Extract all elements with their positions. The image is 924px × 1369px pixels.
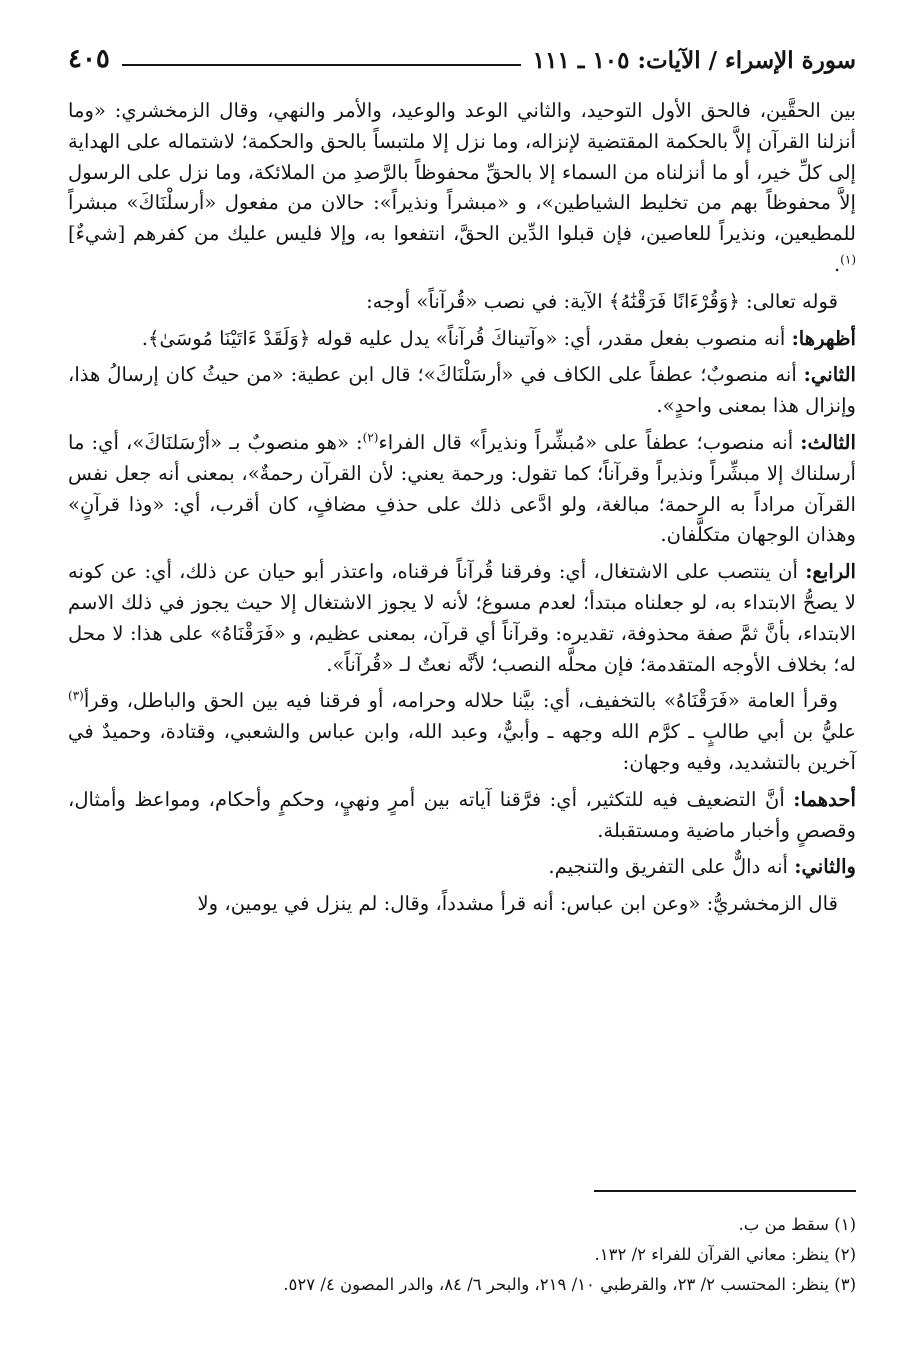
footnote: (١) سقط من ب. xyxy=(738,1215,856,1234)
book-page xyxy=(68,30,856,1340)
page-number: ٤٠٥ xyxy=(68,44,110,74)
footnote-ref: (٢) xyxy=(362,430,379,445)
paragraph: أحدهما: أنَّ التضعيف فيه للتكثير، أي: فرَّقنا آياته بين أمرٍ ونهيٍ، وحكمٍ وأحكام، ومواعظ وأمثال، وقصصٍ وأخبار ماضية ومستقبلة. xyxy=(68,787,856,842)
page-header xyxy=(68,30,856,74)
footnote: (٢) ينظر: معاني القرآن للفراء ٢/ ١٣٢. xyxy=(594,1245,856,1264)
paragraph: قوله تعالى: ﴿وَقُرْءَانًا فَرَقْنَٰهُ﴾ الآية: في نصب «قُرآناً» أوجه: xyxy=(366,289,838,313)
paragraph: الرابع: أن ينتصب على الاشتغال، أي: وفرقنا قُرآناً فرقناه، واعتذر أبو حيان عن ذلك، أي: عن كونه لا يصحُّ الابتداء به، لو جعلناه مبتدأ؛ لعدم مسوغ؛ لأنه لا يجوز الاشتغال إلا حيث يجوز في ذلك الاسم الابتداء، بأنَّ ثمَّ صفة محذوفة، تقديره: وقرآناً أي قرآن، بمعنى عظيم، و «فَرَقْنَاهُ» على هذا: لا محل له؛ بخلاف الأوجه المتقدمة؛ فإن محلَّه النصب؛ لأنَّه نعتٌ لـ «قُرآناً». xyxy=(68,560,856,676)
paragraph: والثاني: أنه دالٌّ على التفريق والتنجيم. xyxy=(548,855,856,879)
paragraph-lead: أظهرها: xyxy=(791,326,856,350)
paragraph-lead: الثالث: xyxy=(800,430,856,454)
header-rule xyxy=(122,64,521,66)
paragraph-lead: الثاني: xyxy=(803,363,856,387)
paragraph: الثاني: أنه منصوبٌ؛ عطفاً على الكاف في «أرسَلْنَاكَ»؛ قال ابن عطية: «من حيثُ كان إرسالُ هذا، وإنزال هذا بمعنى واحدٍ». xyxy=(68,363,856,418)
main-text xyxy=(68,96,856,920)
paragraph: الثالث: أنه منصوب؛ عطفاً على «مُبشِّراً ونذيراً» قال الفراء$^{(٢)}$: «هو منصوبٌ بـ «أرْسَلنَاكَ»، أي: ما أرسلناك إلا مبشِّراً ونذيراً وقرآناً؛ كما تقول: ورحمة يعني: لأن القرآن رحمةٌ»، بمعنى أنه جعل نفس القرآن مراداً به الرحمة؛ مبالغة، ولو ادَّعى ذلك على حذفِ مضافٍ، كان أقرب، أي: «وذا قرآنٍ» وهذان الوجهان متكلَّفان. xyxy=(68,430,856,547)
paragraph-lead: الرابع: xyxy=(805,560,856,584)
paragraph: وقرأ العامة «فَرَقْنَاهُ» بالتخفيف، أي: بيَّنا حلاله وحرامه، أو فرقنا فيه بين الحق والباطل، وقرأ$^{(٣)}$ عليُّ بن أبي طالبٍ ـ كرَّم الله وجهه ـ وأبيٌّ، وعبد الله، وابن عباس والشعبي، وقتادة، وحميدٌ في آخرين بالتشديد، وفيه وجهان: xyxy=(68,688,856,774)
paragraph: قال الزمخشريُّ: «وعن ابن عباس: أنه قرأ مشدداً، وقال: لم ينزل في يومين، ولا xyxy=(197,892,838,916)
footnotes xyxy=(68,1190,856,1300)
paragraph-lead: أحدهما: xyxy=(793,787,856,811)
paragraph: أظهرها: أنه منصوب بفعل مقدر، أي: «وآتيناكَ قُرآناً» يدل عليه قوله ﴿وَلَقَدْ ءَاتَيْنَا مُوسَىٰ﴾. xyxy=(141,326,856,350)
footnote-ref: (٣) xyxy=(68,688,84,703)
footnote: (٣) ينظر: المحتسب ٢/ ٢٣، والقرطبي ١٠/ ٢١٩، والبحر ٦/ ٨٤، والدر المصون ٤/ ٥٢٧. xyxy=(283,1275,856,1294)
paragraph-lead: والثاني: xyxy=(794,855,856,879)
paragraph: بين الحقَّين، فالحق الأول التوحيد، والثاني الوعد والوعيد، والأمر والنهي، وقال الزمخشري: «وما أنزلنا القرآن إلاَّ بالحكمة المقتضية لإنزاله، وما نزل إلا ملتبساً بالحق والحكمة؛ لاشتماله على الهداية إلى كلِّ خير، أو ما أنزلناه من السماء إلا بالحقِّ محفوظاً بالرَّصدِ من الملائكة، وما نزل على الرسول إلاَّ محفوظاً بهم من تخليط الشياطين»، و «مبشراً ونذيراً»: حالان من مفعول «أرسلْنَاكَ» مبشراً للمطيعين، ونذيراً للعاصين، فإن قبلوا الدِّين الحقَّ، انتفعوا به، وإلا فليس عليك من كفرهم [شيءٌ]$^{(١)}$. xyxy=(68,99,856,276)
running-title: سورة الإسراء / الآيات: ١٠٥ ـ ١١١ xyxy=(532,47,856,74)
footnote-rule xyxy=(594,1190,856,1192)
footnote-ref: (١) xyxy=(840,252,856,267)
